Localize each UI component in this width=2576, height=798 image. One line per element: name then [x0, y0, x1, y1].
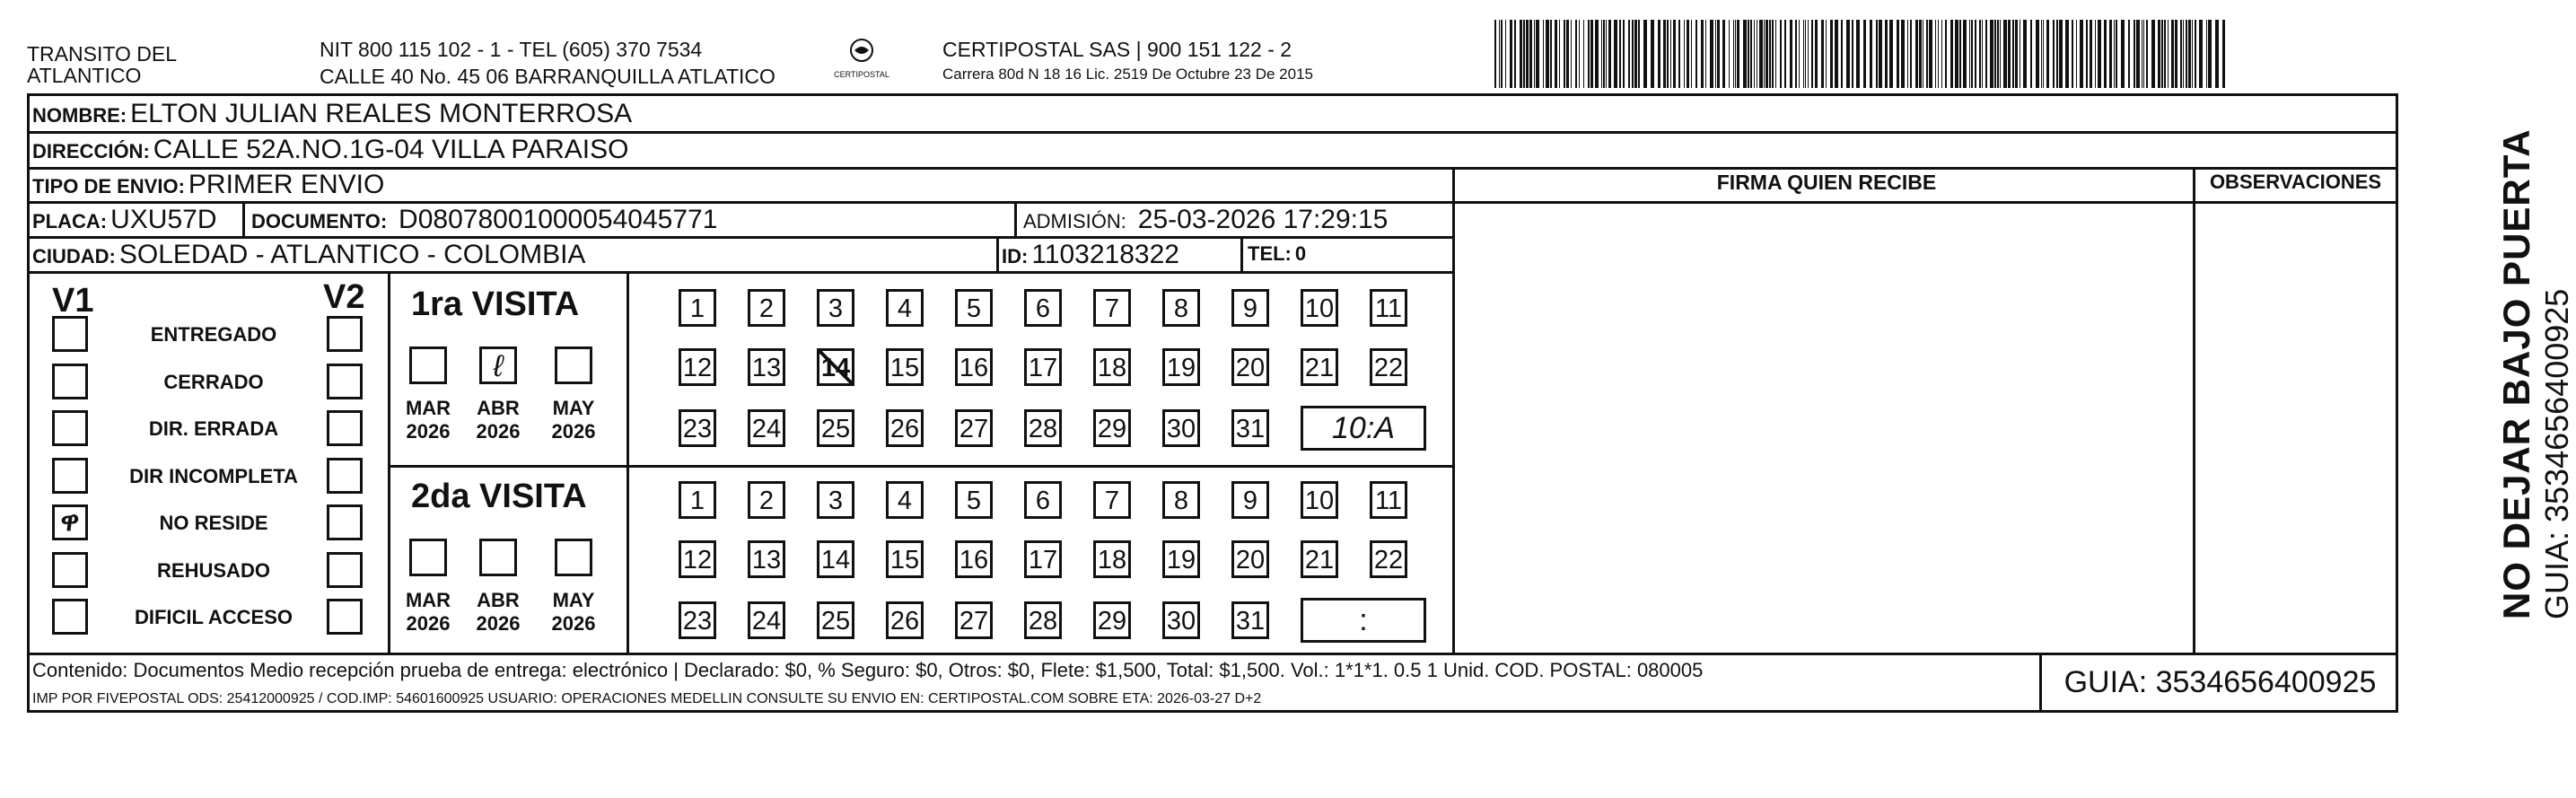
- day-checkbox[interactable]: 20: [1231, 348, 1269, 386]
- courier-info: [942, 36, 1313, 86]
- day-checkbox[interactable]: 31: [1231, 601, 1269, 639]
- day-checkbox[interactable]: 10: [1301, 481, 1338, 519]
- month-checkbox[interactable]: [409, 539, 447, 576]
- hour-field[interactable]: 10:A: [1301, 406, 1426, 451]
- day-checkbox[interactable]: 27: [955, 601, 993, 639]
- v1-checkbox[interactable]: [52, 410, 88, 446]
- company-contact: [320, 36, 775, 90]
- placa-label: PLACA:: [32, 210, 108, 232]
- day-checkbox[interactable]: 11: [1370, 289, 1407, 327]
- day-checkbox[interactable]: 24: [748, 409, 785, 447]
- side-guia: GUIA: 3534656400925: [2538, 288, 2575, 619]
- day-checkbox[interactable]: 12: [679, 540, 716, 578]
- day-checkbox[interactable]: 25: [817, 409, 854, 447]
- tel-field: [1248, 242, 1310, 266]
- courier-line: CERTIPOSTAL SAS | 900 151 122 - 2: [942, 38, 1292, 61]
- v1-header: V1: [52, 282, 94, 320]
- barcode: [1494, 20, 2226, 88]
- month-label: MAR 2026: [405, 397, 451, 443]
- month-label: ABR 2026: [476, 589, 521, 635]
- day-checkbox[interactable]: 5: [955, 289, 993, 327]
- row-divider: [27, 131, 2398, 134]
- month-checkbox[interactable]: ℓ: [479, 346, 517, 384]
- month-checkbox[interactable]: [409, 346, 447, 384]
- footer-content: Contenido: Documentos Medio recepción prueba de entrega: electrónico | Declarado: $0, % Seguro: $0, Otros: $0, Flete: $1,500, Total: $1,500. Vol.: 1*1*1. 0.5 1 Unid. COD. POSTAL: 080005: [32, 659, 1704, 681]
- col-divider: [1452, 167, 1455, 653]
- status-label: DIR. ERRADA: [148, 417, 279, 440]
- day-checkbox[interactable]: 23: [679, 409, 716, 447]
- direccion-field: [32, 135, 628, 165]
- v1-checkbox[interactable]: [52, 552, 88, 588]
- status-label: REHUSADO: [157, 558, 270, 582]
- col-divider: [1240, 236, 1243, 271]
- status-label: ENTREGADO: [150, 323, 277, 346]
- v2-checkbox[interactable]: [327, 410, 363, 446]
- tipo-envio-field: [32, 170, 384, 200]
- day-checkbox[interactable]: 1: [679, 289, 716, 327]
- day-checkbox[interactable]: 19: [1162, 540, 1200, 578]
- status-label: NO RESIDE: [159, 512, 268, 534]
- day-checkbox[interactable]: 27: [955, 409, 993, 447]
- day-checkbox[interactable]: 16: [955, 348, 993, 386]
- v1-checkbox[interactable]: [52, 364, 88, 399]
- day-checkbox[interactable]: 2: [748, 481, 785, 519]
- side-notice: [2495, 128, 2576, 619]
- day-checkbox[interactable]: 20: [1231, 540, 1269, 578]
- day-checkbox[interactable]: 11: [1370, 481, 1407, 519]
- col-divider: [996, 236, 999, 271]
- placa-field: [32, 205, 216, 235]
- address-line: CALLE 40 No. 45 06 BARRANQUILLA ATLATICO: [320, 65, 775, 88]
- day-checkbox[interactable]: 14: [817, 540, 854, 578]
- day-checkbox[interactable]: 17: [1024, 348, 1062, 386]
- col-divider: [242, 201, 245, 236]
- tel-label: TEL:: [1248, 242, 1292, 265]
- visit2-title: 2da VISITA: [411, 478, 587, 515]
- day-checkbox[interactable]: 9: [1231, 289, 1269, 327]
- day-checkbox[interactable]: 8: [1162, 481, 1200, 519]
- col-divider: [626, 271, 629, 653]
- placa-value: UXU57D: [110, 205, 217, 234]
- tipo-label: TIPO DE ENVIO:: [32, 175, 185, 197]
- id-label: ID:: [1002, 245, 1029, 267]
- day-checkbox[interactable]: 26: [886, 601, 924, 639]
- row-divider: [27, 271, 1454, 274]
- courier-address: Carrera 80d N 18 16 Lic. 2519 De Octubre 23 De 2015: [942, 66, 1313, 83]
- direccion-label: DIRECCIÓN:: [32, 140, 150, 162]
- day-checkbox[interactable]: 2: [748, 289, 785, 327]
- company-line-2: ATLANTICO: [27, 64, 142, 87]
- day-checkbox[interactable]: 30: [1162, 601, 1200, 639]
- col-divider: [2193, 167, 2195, 653]
- day-checkbox[interactable]: 30: [1162, 409, 1200, 447]
- nit-line: NIT 800 115 102 - 1 - TEL (605) 370 7534: [320, 38, 703, 61]
- day-checkbox[interactable]: 8: [1162, 289, 1200, 327]
- col-divider: [1014, 201, 1017, 236]
- documento-value: D08078001000054045771: [399, 205, 718, 234]
- status-label: DIR INCOMPLETA: [129, 464, 298, 487]
- v1-checkbox[interactable]: ዋ: [52, 504, 88, 540]
- day-checkbox[interactable]: 23: [679, 601, 716, 639]
- day-checkbox[interactable]: 1: [679, 481, 716, 519]
- month-label: MAY 2026: [551, 397, 596, 443]
- day-checkbox[interactable]: 5: [955, 481, 993, 519]
- admision-field: [1023, 205, 1388, 235]
- status-label: DIFICIL ACCESO: [134, 606, 293, 628]
- col-divider: [388, 271, 390, 653]
- day-checkbox[interactable]: 17: [1024, 540, 1062, 578]
- day-checkbox[interactable]: 10: [1301, 289, 1338, 327]
- id-field: [1002, 240, 1179, 270]
- day-checkbox[interactable]: 16: [955, 540, 993, 578]
- month-checkbox[interactable]: [555, 539, 592, 576]
- v2-checkbox[interactable]: [327, 364, 363, 399]
- day-checkbox[interactable]: 7: [1093, 289, 1131, 327]
- day-checkbox[interactable]: 13: [748, 540, 785, 578]
- day-checkbox[interactable]: 29: [1093, 601, 1131, 639]
- documento-field: [251, 205, 717, 235]
- day-checkbox[interactable]: 22: [1370, 540, 1407, 578]
- footer-print-info: IMP POR FIVEPOSTAL ODS: 25412000925 / COD.IMP: 54601600925 USUARIO: OPERACIONES MEDELLIN CONSULTE SU ENVIO EN: CERTIPOSTAL.COM SOBRE ETA: 2026-03-27 D+2: [32, 691, 1262, 706]
- signature-title: FIRMA QUIEN RECIBE: [1716, 171, 1937, 194]
- id-value: 1103218322: [1031, 240, 1179, 269]
- day-checkbox[interactable]: 28: [1024, 409, 1062, 447]
- day-checkbox[interactable]: 18: [1093, 540, 1131, 578]
- direccion-value: CALLE 52A.NO.1G-04 VILLA PARAISO: [153, 135, 629, 164]
- v1-checkbox[interactable]: [52, 316, 88, 352]
- ciudad-field: [32, 240, 585, 270]
- v1-checkbox[interactable]: [52, 599, 88, 635]
- row-divider: [27, 201, 2398, 204]
- logo-text: CERTIPOSTAL: [834, 70, 889, 79]
- day-checkbox[interactable]: 7: [1093, 481, 1131, 519]
- day-checkbox[interactable]: 13: [748, 348, 785, 386]
- logo-icon: [835, 36, 889, 90]
- month-checkbox[interactable]: [555, 346, 592, 384]
- v2-header: V2: [323, 278, 365, 316]
- day-checkbox[interactable]: 22: [1370, 348, 1407, 386]
- v2-checkbox[interactable]: [327, 316, 363, 352]
- status-label: CERRADO: [163, 370, 264, 393]
- hour-field[interactable]: :: [1301, 598, 1426, 643]
- month-label: MAR 2026: [405, 589, 451, 635]
- v2-checkbox[interactable]: [327, 552, 363, 588]
- day-checkbox[interactable]: 24: [748, 601, 785, 639]
- day-checkbox[interactable]: 3: [817, 289, 854, 327]
- day-checkbox[interactable]: 3: [817, 481, 854, 519]
- month-label: ABR 2026: [476, 397, 521, 443]
- tipo-value: PRIMER ENVIO: [188, 170, 385, 199]
- nombre-label: NOMBRE:: [32, 104, 127, 127]
- day-checkbox[interactable]: 26: [886, 409, 924, 447]
- day-checkbox[interactable]: 12: [679, 348, 716, 386]
- day-checkbox[interactable]: 18: [1093, 348, 1131, 386]
- day-checkbox[interactable]: 15: [886, 348, 924, 386]
- v2-checkbox[interactable]: [327, 504, 363, 540]
- company-name: [27, 43, 177, 86]
- nombre-field: [32, 99, 632, 129]
- company-line-1: TRANSITO DEL: [27, 42, 177, 66]
- day-checkbox[interactable]: 28: [1024, 601, 1062, 639]
- day-checkbox[interactable]: 29: [1093, 409, 1131, 447]
- admision-value: 25-03-2026 17:29:15: [1137, 205, 1389, 234]
- row-divider: [388, 465, 1452, 468]
- no-dejar-bajo-puerta: NO DEJAR BAJO PUERTA: [2495, 128, 2537, 619]
- certipostal-logo: [835, 36, 889, 90]
- day-checkbox[interactable]: 4: [886, 289, 924, 327]
- v2-checkbox[interactable]: [327, 458, 363, 494]
- day-checkbox[interactable]: 21: [1301, 540, 1338, 578]
- day-checkbox[interactable]: 19: [1162, 348, 1200, 386]
- admision-label: ADMISIÓN:: [1023, 210, 1126, 232]
- tel-value: 0: [1294, 242, 1307, 265]
- day-checkbox[interactable]: 4: [886, 481, 924, 519]
- day-checkbox[interactable]: 6: [1024, 481, 1062, 519]
- day-checkbox[interactable]: 14: [817, 348, 854, 386]
- ciudad-value: SOLEDAD - ATLANTICO - COLOMBIA: [118, 240, 586, 269]
- observaciones-title: OBSERVACIONES: [2209, 171, 2382, 193]
- day-checkbox[interactable]: 25: [817, 601, 854, 639]
- day-checkbox[interactable]: 21: [1301, 348, 1338, 386]
- month-label: MAY 2026: [551, 589, 596, 635]
- month-checkbox[interactable]: [479, 539, 517, 576]
- v1-checkbox[interactable]: [52, 458, 88, 494]
- documento-label: DOCUMENTO:: [251, 210, 388, 232]
- day-checkbox[interactable]: 9: [1231, 481, 1269, 519]
- visit1-title: 1ra VISITA: [411, 285, 580, 323]
- day-checkbox[interactable]: 6: [1024, 289, 1062, 327]
- ciudad-label: CIUDAD:: [32, 245, 116, 267]
- nombre-value: ELTON JULIAN REALES MONTERROSA: [130, 99, 633, 128]
- day-checkbox[interactable]: 31: [1231, 409, 1269, 447]
- guia-number: GUIA: 3534656400925: [2039, 653, 2398, 713]
- day-checkbox[interactable]: 15: [886, 540, 924, 578]
- v2-checkbox[interactable]: [327, 599, 363, 635]
